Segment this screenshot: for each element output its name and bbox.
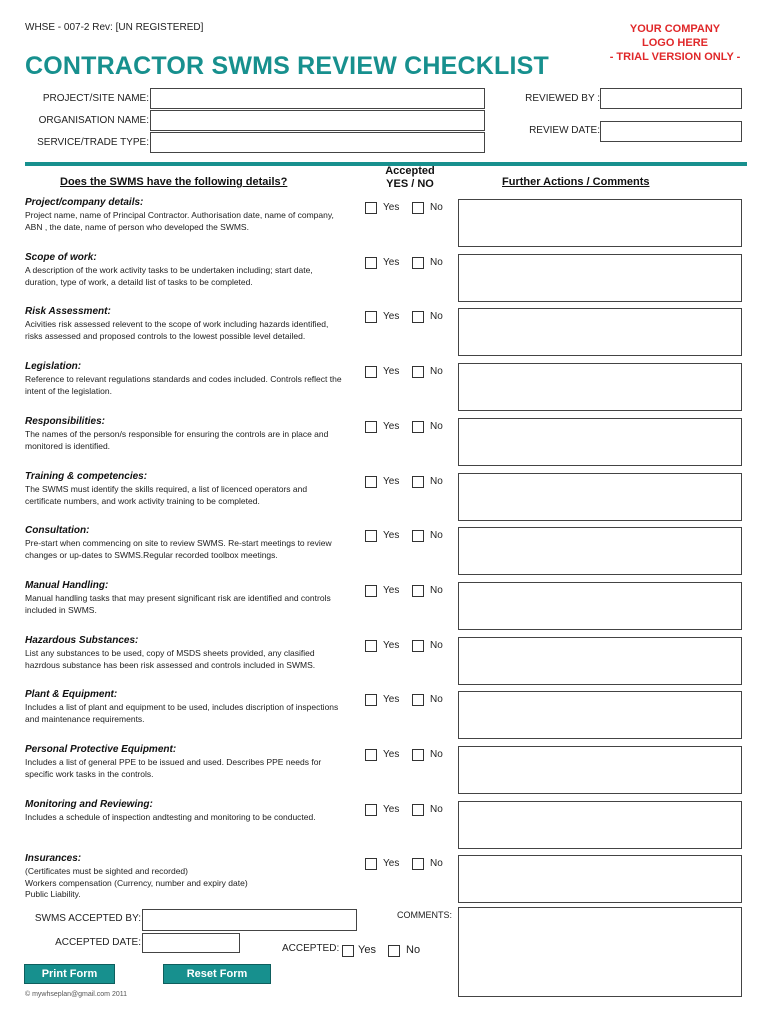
checklist-item-comment-box[interactable] bbox=[458, 308, 742, 356]
checklist-item-description: Reference to relevant regulations standards and codes included. Controls reflect the intent of the legislation. bbox=[25, 374, 342, 396]
checklist-item-title: Personal Protective Equipment: bbox=[25, 744, 177, 755]
accepted-no-label: No bbox=[406, 944, 421, 956]
comments-box[interactable] bbox=[458, 907, 742, 997]
checklist-item-yes-label: Yes bbox=[383, 257, 400, 268]
accepted-no-checkbox[interactable] bbox=[388, 945, 400, 957]
checklist-item-no-label: No bbox=[430, 476, 443, 487]
organisation-input[interactable] bbox=[150, 110, 485, 131]
checklist-item-yes-label: Yes bbox=[383, 804, 400, 815]
checklist-item-no-checkbox[interactable] bbox=[412, 858, 424, 870]
accepted-column-heading bbox=[360, 165, 460, 191]
checklist-item-description: Includes a list of plant and equipment to be used, includes discription of inspections and maintenance requirements. bbox=[25, 702, 339, 724]
checklist-item-comment-box[interactable] bbox=[458, 691, 742, 739]
checklist-item-yes-label: Yes bbox=[383, 694, 400, 705]
checklist-item-comment-box[interactable] bbox=[458, 801, 742, 849]
checklist-item-title: Manual Handling: bbox=[25, 580, 109, 591]
checklist-item-yes-checkbox[interactable] bbox=[365, 311, 377, 323]
checklist-item-yes-checkbox[interactable] bbox=[365, 421, 377, 433]
checklist-item-no-checkbox[interactable] bbox=[412, 640, 424, 652]
reset-form-button[interactable]: Reset Form bbox=[163, 964, 271, 984]
checklist-item-no-label: No bbox=[430, 421, 443, 432]
checklist-item-no-checkbox[interactable] bbox=[412, 421, 424, 433]
checklist-item-title: Consultation: bbox=[25, 525, 90, 536]
checklist-item-yes-checkbox[interactable] bbox=[365, 476, 377, 488]
accepted-yes-label: Yes bbox=[358, 944, 376, 956]
checklist-item-no-label: No bbox=[430, 257, 443, 268]
checklist-item-no-label: No bbox=[430, 530, 443, 541]
checklist-item-comment-box[interactable] bbox=[458, 855, 742, 903]
checklist-item-comment-box[interactable] bbox=[458, 746, 742, 794]
accepted-date-input[interactable] bbox=[142, 933, 240, 953]
logo-line-3: - TRIAL VERSION ONLY - bbox=[609, 51, 741, 63]
checklist-item-no-checkbox[interactable] bbox=[412, 257, 424, 269]
logo-line-2: LOGO HERE bbox=[641, 37, 708, 49]
reviewed-by-input[interactable] bbox=[600, 88, 742, 109]
comments-label: COMMENTS: bbox=[397, 910, 452, 920]
checklist-item-no-checkbox[interactable] bbox=[412, 530, 424, 542]
form-code: WHSE - 007-2 Rev: [UN REGISTERED] bbox=[25, 22, 204, 33]
checklist-item-yes-checkbox[interactable] bbox=[365, 585, 377, 597]
checklist-item-yes-checkbox[interactable] bbox=[365, 804, 377, 816]
project-site-label: PROJECT/SITE NAME: bbox=[42, 93, 149, 104]
checklist-item-no-checkbox[interactable] bbox=[412, 366, 424, 378]
checklist-item-no-label: No bbox=[430, 366, 443, 377]
checklist-item-comment-box[interactable] bbox=[458, 199, 742, 247]
checklist-item-no-label: No bbox=[430, 749, 443, 760]
checklist-item-yes-label: Yes bbox=[383, 640, 400, 651]
checklist-item-title: Scope of work: bbox=[25, 252, 97, 263]
reviewed-by-label: REVIEWED BY : bbox=[525, 93, 600, 104]
service-trade-label: SERVICE/TRADE TYPE: bbox=[37, 137, 149, 148]
checklist-item-yes-checkbox[interactable] bbox=[365, 366, 377, 378]
review-date-label: REVIEW DATE: bbox=[529, 125, 600, 136]
checklist-item-no-label: No bbox=[430, 804, 443, 815]
checklist-item-yes-label: Yes bbox=[383, 311, 400, 322]
checklist-item-description: Includes a schedule of inspection andtesting and monitoring to be conducted. bbox=[25, 812, 316, 822]
accepted-heading-line2: YES / NO bbox=[386, 178, 434, 190]
checklist-item-no-label: No bbox=[430, 694, 443, 705]
checklist-item-no-checkbox[interactable] bbox=[412, 694, 424, 706]
review-date-input[interactable] bbox=[600, 121, 742, 142]
checklist-item-yes-label: Yes bbox=[383, 202, 400, 213]
checklist-item-no-checkbox[interactable] bbox=[412, 749, 424, 761]
checklist-item-no-checkbox[interactable] bbox=[412, 804, 424, 816]
checklist-item-yes-checkbox[interactable] bbox=[365, 640, 377, 652]
checklist-item-no-label: No bbox=[430, 585, 443, 596]
checklist-item-yes-label: Yes bbox=[383, 530, 400, 541]
checklist-item-yes-checkbox[interactable] bbox=[365, 202, 377, 214]
checklist-item-title: Risk Assessment: bbox=[25, 306, 111, 317]
accepted-date-label: ACCEPTED DATE: bbox=[55, 937, 141, 948]
checklist-item-description: Includes a list of general PPE to be issued and used. Describes PPE needs for specific work tasks in the controls. bbox=[25, 757, 322, 779]
checklist-item-comment-box[interactable] bbox=[458, 418, 742, 466]
accepted-heading-line1: Accepted bbox=[385, 165, 435, 177]
checklist-item-no-label: No bbox=[430, 311, 443, 322]
checklist-item-title: Monitoring and Reviewing: bbox=[25, 799, 153, 810]
checklist-item-description: Pre-start when commencing on site to review SWMS. Re-start meetings to review changes or up-dates to SWMS.Regular recorded toolbox meetings. bbox=[25, 538, 332, 560]
checklist-item-yes-checkbox[interactable] bbox=[365, 858, 377, 870]
company-logo-placeholder bbox=[585, 22, 765, 64]
checklist-item-title: Responsibilities: bbox=[25, 416, 106, 427]
checklist-item-description: Acivities risk assessed relevent to the scope of work including hazards identified, risks assessed and proposed controls to the lowest possible level detailed. bbox=[25, 319, 329, 341]
checklist-item-no-label: No bbox=[430, 202, 443, 213]
accepted-yes-checkbox[interactable] bbox=[342, 945, 354, 957]
checklist-item-comment-box[interactable] bbox=[458, 637, 742, 685]
question-column-heading: Does the SWMS have the following details? bbox=[60, 176, 288, 188]
checklist-item-yes-label: Yes bbox=[383, 585, 400, 596]
checklist-item-no-checkbox[interactable] bbox=[412, 311, 424, 323]
checklist-item-description: Project name, name of Principal Contractor. Authorisation date, name of company, ABN , the date, name of person who developed the SWMS. bbox=[25, 210, 334, 232]
checklist-item-description: The SWMS must identify the skills required, a list of licenced operators and certificate numbers, and work activity training to be completed. bbox=[25, 484, 308, 506]
organisation-label: ORGANISATION NAME: bbox=[38, 115, 149, 126]
print-form-button[interactable]: Print Form bbox=[24, 964, 115, 984]
page-title: CONTRACTOR SWMS REVIEW CHECKLIST bbox=[25, 52, 549, 80]
accepted-by-label: SWMS ACCEPTED BY: bbox=[34, 913, 141, 924]
checklist-item-no-checkbox[interactable] bbox=[412, 476, 424, 488]
checklist-item-yes-checkbox[interactable] bbox=[365, 257, 377, 269]
checklist-item-no-checkbox[interactable] bbox=[412, 585, 424, 597]
checklist-item-yes-checkbox[interactable] bbox=[365, 749, 377, 761]
checklist-item-comment-box[interactable] bbox=[458, 527, 742, 575]
checklist-item-title: Hazardous Substances: bbox=[25, 635, 139, 646]
checklist-item-comment-box[interactable] bbox=[458, 254, 742, 302]
checklist-item-title: Legislation: bbox=[25, 361, 82, 372]
checklist-item-description: The names of the person/s responsible for ensuring the controls are in place and monitored is identified. bbox=[25, 429, 329, 451]
checklist-item-comment-box[interactable] bbox=[458, 473, 742, 521]
checklist-item-no-checkbox[interactable] bbox=[412, 202, 424, 214]
checklist-item-title: Project/company details: bbox=[25, 197, 144, 208]
checklist-item-no-label: No bbox=[430, 858, 443, 869]
checklist-item-yes-label: Yes bbox=[383, 476, 400, 487]
checklist-item-yes-checkbox[interactable] bbox=[365, 694, 377, 706]
checklist-item-title: Insurances: bbox=[25, 853, 82, 864]
checklist-item-title: Plant & Equipment: bbox=[25, 689, 118, 700]
checklist-item-description: (Certificates must be sighted and recorded) Workers compensation (Currency, number and expiry date) Public Liability. bbox=[25, 866, 248, 899]
checklist-item-no-label: No bbox=[430, 640, 443, 651]
checklist-item-yes-label: Yes bbox=[383, 858, 400, 869]
service-trade-input[interactable] bbox=[150, 132, 485, 153]
checklist-item-description: Manual handling tasks that may present significant risk are identified and controls included in SWMS. bbox=[25, 593, 331, 615]
actions-column-heading: Further Actions / Comments bbox=[502, 176, 650, 188]
copyright-footer: © mywhseplan@gmail.com 2011 bbox=[25, 991, 128, 998]
checklist-item-description: A description of the work activity tasks to be undertaken including; start date, duration, type of work, a detaild list of tasks to be completed. bbox=[25, 265, 313, 287]
checklist-item-comment-box[interactable] bbox=[458, 582, 742, 630]
checklist-item-comment-box[interactable] bbox=[458, 363, 742, 411]
accepted-label: ACCEPTED: bbox=[282, 943, 340, 954]
checklist-item-yes-label: Yes bbox=[383, 749, 400, 760]
project-site-input[interactable] bbox=[150, 88, 485, 109]
checklist-item-yes-label: Yes bbox=[383, 421, 400, 432]
logo-line-1: YOUR COMPANY bbox=[629, 23, 721, 35]
checklist-item-title: Training & competencies: bbox=[25, 471, 148, 482]
checklist-item-description: List any substances to be used, copy of MSDS sheets provided, any clasified hazrdous substance has been risk assessed and controls included in SWMS. bbox=[25, 648, 316, 670]
accepted-by-input[interactable] bbox=[142, 909, 357, 931]
checklist-item-yes-checkbox[interactable] bbox=[365, 530, 377, 542]
checklist-item-yes-label: Yes bbox=[383, 366, 400, 377]
